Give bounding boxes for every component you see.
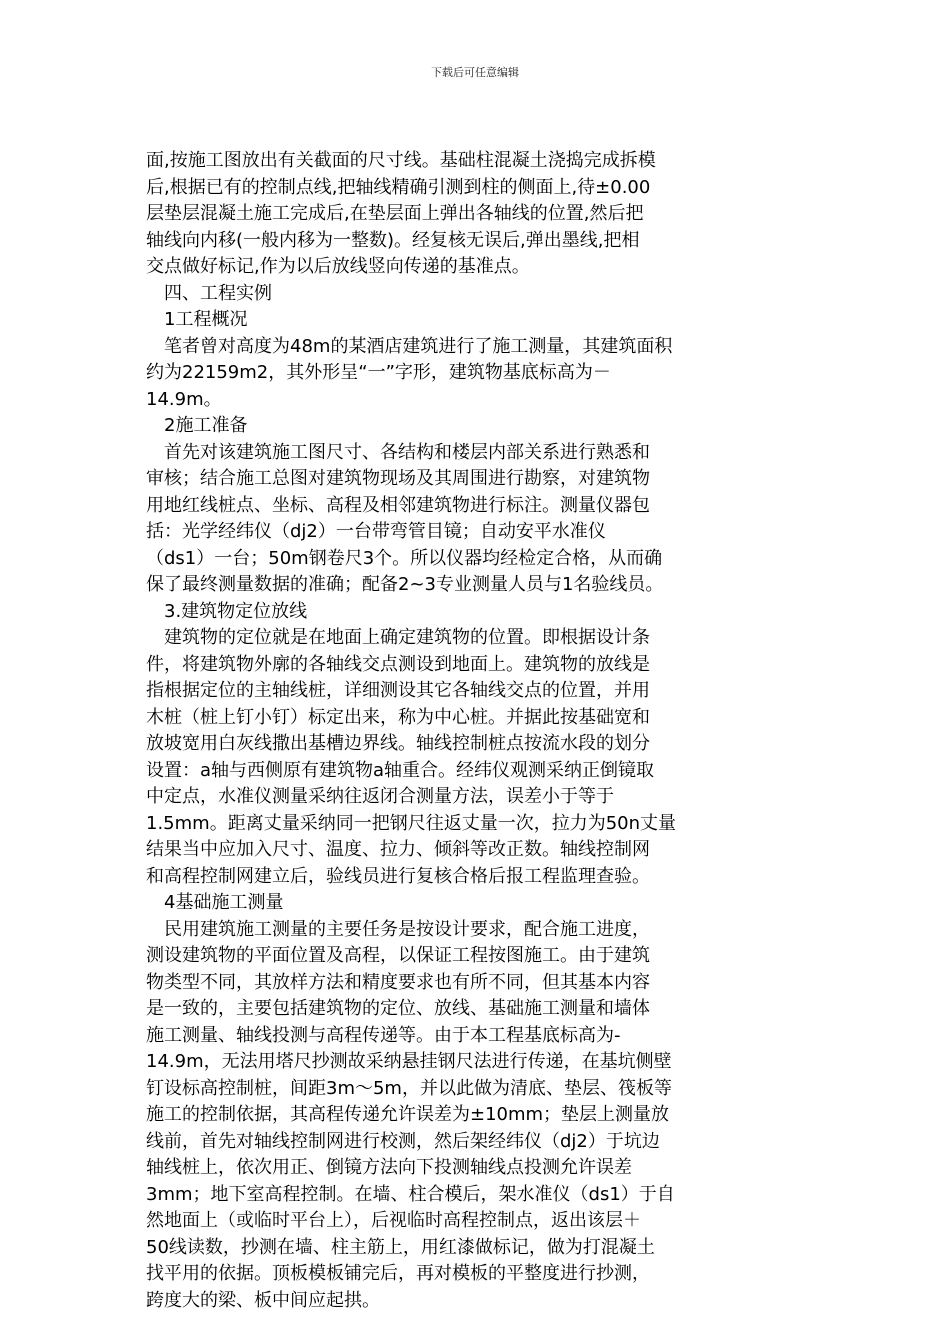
text-line: 中定点，水准仪测量采纳往返闭合测量方法，误差小于等于 (146, 786, 614, 807)
text-line: 结果当中应加入尺寸、温度、拉力、倾斜等改正数。轴线控制网 (146, 839, 650, 860)
text-line: 首先对该建筑施工图尺寸、各结构和楼层内部关系进行熟悉和 (146, 441, 650, 463)
text-line: 后,根据已有的控制点线,把轴线精确引测到柱的侧面上,待±0.00 (146, 176, 651, 198)
text-line: 是一致的，主要包括建筑物的定位、放线、基础施工测量和墙体 (146, 998, 650, 1019)
subsection-heading: 2施工准备 (146, 415, 248, 436)
text-line: 放坡宽用白灰线撒出基槽边界线。轴线控制桩点按流水段的划分 (146, 733, 650, 754)
text-line: 指根据定位的主轴线桩，详细测设其它各轴线交点的位置，并用 (146, 680, 650, 701)
text-line: 轴线桩上，依次用正、倒镜方法向下投测轴线点投测允许误差 (146, 1157, 632, 1178)
text-line: 件，将建筑物外廓的各轴线交点测设到地面上。建筑物的放线是 (146, 653, 650, 675)
text-line: 括：光学经纬仪（dj2）一台带弯管目镜；自动安平水准仪 (146, 521, 606, 542)
text-line: 设置：a轴与西侧原有建筑物a轴重合。经纬仪观测采纳正倒镜取 (146, 759, 655, 781)
text-line: 建筑物的定位就是在地面上确定建筑物的位置。即根据设计条 (146, 627, 650, 648)
text-line: 轴线向内移(一般内移为一整数)。经复核无误后,弹出墨线,把相 (146, 229, 640, 251)
text-line: 民用建筑施工测量的主要任务是按设计要求，配合施工进度， (146, 918, 650, 940)
text-line: 施工的控制依据，其高程传递允许误差为±10mm；垫层上测量放 (146, 1104, 670, 1125)
subsection-heading: 1工程概况 (146, 309, 248, 330)
section-heading: 四、工程实例 (146, 282, 272, 304)
text-line: 测设建筑物的平面位置及高程，以保证工程按图施工。由于建筑 (146, 945, 650, 966)
text-line: 线前，首先对轴线控制网进行校测，然后架经纬仪（dj2）于坑边 (146, 1130, 660, 1152)
text-line: 14.9m，无法用塔尺抄测故采纳悬挂钢尺法进行传递，在基坑侧壁 (146, 1051, 672, 1072)
text-line: 找平用的依据。顶板模板铺完后，再对模板的平整度进行抄测， (146, 1263, 650, 1284)
text-line: 跨度大的梁、板中间应起拱。 (146, 1289, 380, 1311)
text-line: 然地面上（或临时平台上），后视临时高程控制点，返出该层＋ (146, 1210, 641, 1231)
page-header: 下载后可任意编辑 (431, 66, 519, 79)
text-line: 14.9m。 (146, 388, 222, 410)
document-body (146, 148, 816, 1314)
subsection-heading: 3.建筑物定位放线 (146, 600, 308, 622)
text-line: 交点做好标记,作为以后放线竖向传递的基准点。 (146, 256, 530, 277)
text-line: 50线读数，抄测在墙、柱主筋上，用红漆做标记，做为打混凝土 (146, 1236, 655, 1258)
text-line: 用地红线桩点、坐标、高程及相邻建筑物进行标注。测量仪器包 (146, 494, 650, 516)
text-line: 木桩（桩上钉小钉）标定出来，称为中心桩。并据此按基础宽和 (146, 706, 650, 728)
text-line: 3mm；地下室高程控制。在墙、柱合模后，架水准仪（ds1）于自 (146, 1183, 675, 1205)
text-line: 层垫层混凝土施工完成后,在垫层面上弹出各轴线的位置,然后把 (146, 203, 644, 224)
text-line: 笔者曾对高度为48m的某酒店建筑进行了施工测量，其建筑面积 (146, 335, 673, 357)
text-line: （ds1）一台；50m钢卷尺3个。所以仪器均经检定合格，从而确 (146, 547, 663, 569)
text-line: 面,按施工图放出有关截面的尺寸线。基础柱混凝土浇捣完成拆模 (146, 150, 656, 171)
text-line: 1.5mm。距离丈量采纳同一把钢尺往返丈量一次，拉力为50n丈量 (146, 812, 677, 834)
text-line: 钉设标高控制桩，间距3m～5m，并以此做为清底、垫层、筏板等 (146, 1077, 672, 1099)
subsection-heading: 4基础施工测量 (146, 892, 284, 913)
text-line: 审核；结合施工总图对建筑物现场及其周围进行勘察，对建筑物 (146, 468, 650, 489)
text-line: 约为22159m2，其外形呈“一”字形，建筑物基底标高为－ (146, 362, 611, 383)
text-line: 物类型不同，其放样方法和精度要求也有所不同，但其基本内容 (146, 971, 650, 993)
text-line: 施工测量、轴线投测与高程传递等。由于本工程基底标高为- (146, 1024, 621, 1046)
text-line: 和高程控制网建立后，验线员进行复核合格后报工程监理查验。 (146, 865, 650, 887)
text-line: 保了最终测量数据的准确；配备2~3专业测量人员与1名验线员。 (146, 574, 664, 595)
